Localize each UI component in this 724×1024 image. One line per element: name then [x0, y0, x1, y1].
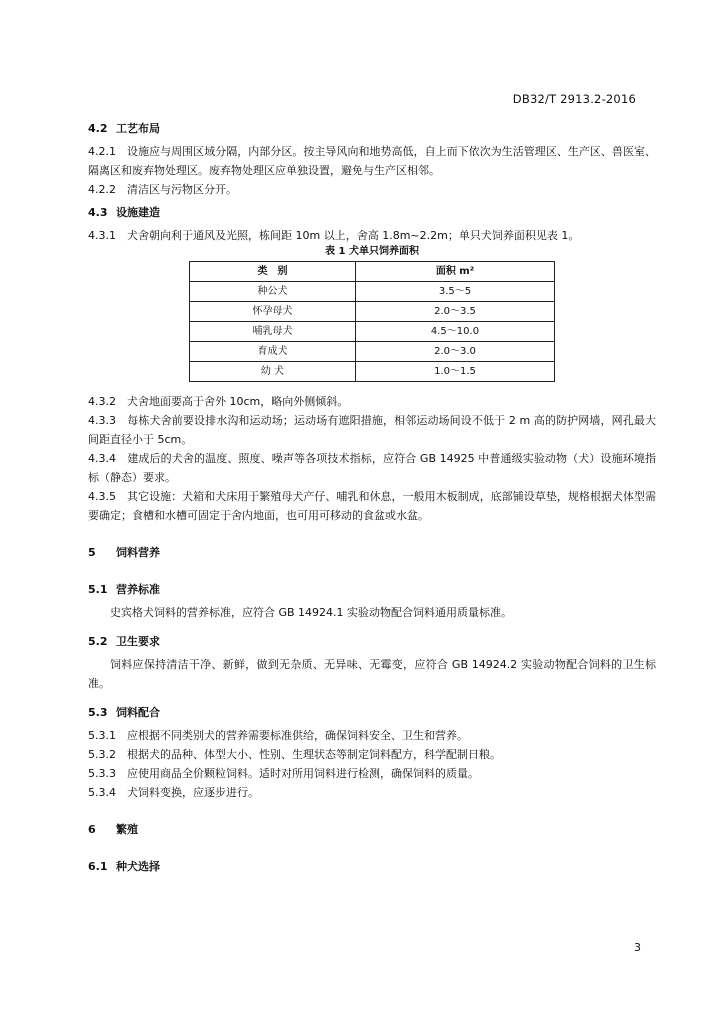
heading-number: 5.3: [88, 706, 108, 719]
clause-text: 犬饲料变换，应逐步进行。: [127, 786, 259, 799]
clause-text: 清洁区与污物区分开。: [127, 183, 237, 196]
area-table: [189, 261, 555, 382]
table-row: [190, 342, 555, 362]
clause-4-3-1: [88, 226, 656, 245]
heading-number: 5: [88, 546, 96, 559]
clause-5-3-1: [88, 726, 656, 745]
standard-code: DB32/T 2913.2-2016: [512, 92, 636, 106]
table-header-area: 面积 m²: [355, 262, 554, 282]
heading-title: 繁殖: [116, 823, 138, 836]
clause-4-3-5: [88, 487, 656, 525]
paragraph-5-1: 史宾格犬饲料的营养标准，应符合 GB 14924.1 实验动物配合饲料通用质量标准。: [110, 606, 513, 619]
table-cell-area: 2.0～3.5: [355, 302, 554, 322]
clause-number: 5.3.1: [88, 729, 116, 742]
heading-title: 卫生要求: [116, 635, 160, 648]
heading-5-3: [88, 703, 656, 722]
clause-text: 设施应与周围区域分隔，内部分区。按主导风向和地势高低，自上而下依次为生活管理区、生产区、兽医室、隔离区和废弃物处理区。废弃物处理区应单独设置，避免与生产区相邻。: [88, 145, 657, 177]
clause-text: 犬舍地面要高于舍外 10cm，略向外侧倾斜。: [127, 395, 349, 408]
table-row: [190, 362, 555, 382]
clause-number: 4.2.1: [88, 145, 116, 158]
clause-number: 5.3.2: [88, 748, 116, 761]
heading-6-1: [88, 857, 656, 876]
heading-title: 饲料营养: [116, 546, 160, 559]
heading-title: 设施建造: [116, 206, 160, 219]
heading-6: [88, 820, 656, 839]
table-header-category: 类 别: [190, 262, 356, 282]
heading-4-3: [88, 203, 656, 222]
table-cell-category: 幼 犬: [190, 362, 356, 382]
heading-5-1: [88, 580, 656, 599]
heading-title: 营养标准: [116, 583, 160, 596]
clause-4-2-1: [88, 142, 656, 180]
clause-number: 4.3.2: [88, 395, 116, 408]
clause-5-3-4: [88, 783, 656, 802]
clause-number: 4.3.1: [88, 229, 116, 242]
table-header-row: [190, 262, 555, 282]
clause-number: 4.3.3: [88, 414, 116, 427]
clause-text: 应根据不同类别犬的营养需要标准供给，确保饲料安全、卫生和营养。: [127, 729, 468, 742]
heading-number: 6.1: [88, 860, 108, 873]
heading-4-2: [88, 119, 656, 138]
heading-number: 6: [88, 823, 96, 836]
clause-5-3-3: [88, 764, 656, 783]
table-cell-category: 怀孕母犬: [190, 302, 356, 322]
table-cell-category: 种公犬: [190, 282, 356, 302]
table-1: [88, 245, 656, 382]
clause-4-3-2: [88, 392, 656, 411]
clause-4-3-3: [88, 411, 656, 449]
table-cell-area: 4.5～10.0: [355, 322, 554, 342]
page-number: 3: [634, 941, 641, 954]
table-title: 表 1 犬单只饲养面积: [325, 246, 419, 257]
clause-text: 每栋犬舍前要设排水沟和运动场；运动场有遮阳措施，相邻运动场间设不低于 2 m 高的防护网墙，网孔最大间距直径小于 5cm。: [88, 414, 657, 446]
table-cell-area: 3.5～5: [355, 282, 554, 302]
heading-title: 饲料配合: [116, 706, 160, 719]
paragraph-5-2: 饲料应保持清洁干净、新鲜，做到无杂质、无异味、无霉变，应符合 GB 14924.2 实验动物配合饲料的卫生标准。: [88, 658, 656, 690]
table-cell-category: 哺乳母犬: [190, 322, 356, 342]
heading-title: 工艺布局: [116, 122, 160, 135]
table-cell-area: 2.0～3.0: [355, 342, 554, 362]
clause-number: 4.2.2: [88, 183, 116, 196]
clause-number: 4.3.4: [88, 452, 116, 465]
heading-5-2: [88, 632, 656, 651]
clause-4-2-2: [88, 180, 656, 199]
table-cell-area: 1.0～1.5: [355, 362, 554, 382]
table-cell-category: 育成犬: [190, 342, 356, 362]
table-row: [190, 302, 555, 322]
heading-number: 4.3: [88, 206, 108, 219]
clause-text: 根据犬的品种、体型大小、性别、生理状态等制定饲料配方，科学配制日粮。: [127, 748, 501, 761]
clause-4-3-4: [88, 449, 656, 487]
clause-number: 5.3.4: [88, 786, 116, 799]
clause-text: 建成后的犬舍的温度、照度、噪声等各项技术指标，应符合 GB 14925 中普通级实验动物（犬）设施环境指标（静态）要求。: [88, 452, 657, 484]
clause-number: 5.3.3: [88, 767, 116, 780]
clause-number: 4.3.5: [88, 490, 116, 503]
heading-number: 5.2: [88, 635, 108, 648]
heading-number: 5.1: [88, 583, 108, 596]
heading-title: 种犬选择: [116, 860, 160, 873]
clause-text: 犬舍朝向利于通风及光照，栋间距 10m 以上，舍高 1.8m~2.2m；单只犬饲养面积见表 1。: [127, 229, 580, 242]
document-body: [88, 119, 656, 876]
heading-5: [88, 543, 656, 562]
table-row: [190, 282, 555, 302]
clause-text: 其它设施：犬箱和犬床用于繁殖母犬产仔、哺乳和休息，一般用木板制成，底部铺设草垫，规格根据犬体型需要确定；食槽和水槽可固定于舍内地面，也可用可移动的食盆或水盆。: [88, 490, 657, 522]
table-row: [190, 322, 555, 342]
clause-5-3-2: [88, 745, 656, 764]
heading-number: 4.2: [88, 122, 108, 135]
clause-text: 应使用商品全价颗粒饲料。适时对所用饲料进行检测，确保饲料的质量。: [127, 767, 479, 780]
